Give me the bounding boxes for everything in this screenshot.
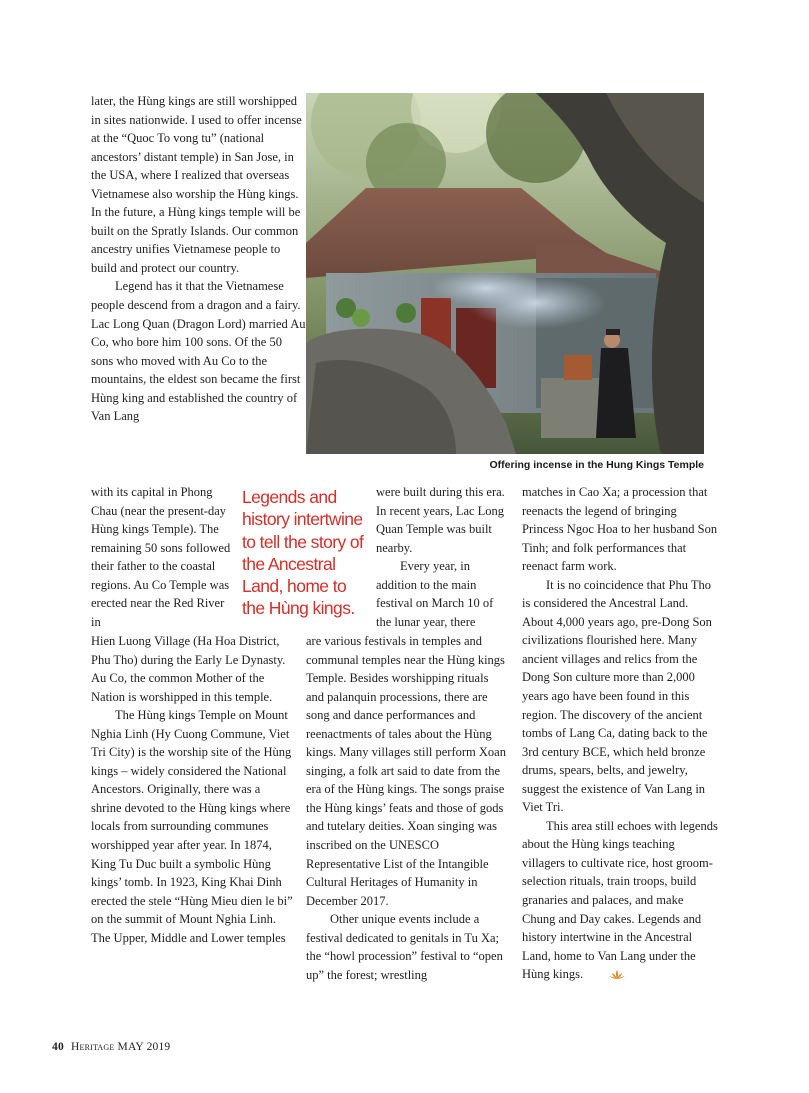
paragraph: Hien Luong Village (Ha Hoa District, Phu Tho) during the Early Le Dynasty. Au Co, the common Mother of the Nation is worshipped in this temple.	[91, 634, 286, 704]
article-column-2	[306, 632, 508, 984]
photo-caption: Offering incense in the Hung Kings Temple	[489, 459, 704, 471]
closing-sentence: This area still echoes with legends about the Hùng kings teaching villagers to cultivate rice, host groom-selection rituals, train troops, build granaries and palaces, and make Chung and Day cakes. Legends and history intertwine in the Ancestral Land, home to Van Lang under the Hùng kings.	[522, 818, 718, 982]
paragraph: with its capital in Phong Chau (near the present-day Hùng kings Temple). The remaining 50 sons followed their father to the coastal regions. Au Co Temple was erected near the Red River in	[91, 485, 231, 629]
paragraph	[522, 817, 718, 986]
publication-name: Heritage	[70, 1041, 115, 1053]
paragraph: are various festivals in temples and communal temples near the Hùng kings Temple. Besides worshipping rituals and palanquin processions, there are song and dance performances and reenactments of tales about the Hùng kings. Many villages still perform Xoan singing, a folk art said to date from the era of the Hùng kings. The songs praise the Hùng kings’ feats and those of gods and tutelary deities. Xoan singing was inscribed on the UNESCO Representative List of the Intangible Cultural Heritages of Humanity in December 2017.	[306, 634, 506, 908]
article-column-1-bottom	[91, 632, 293, 947]
paragraph: later, the Hùng kings are still worshipped in sites nationwide. I used to offer incense at the “Quoc To vong tu” (national ancestors’ distant temple) in San Jose, in the USA, where I realized that overseas Vietnamese also worship the Hùng kings. In the future, a Hùng kings temple will be built on the Spratly Islands. Our common ancestry unifies Vietnamese people to build and protect our country.	[91, 94, 302, 275]
lotus-icon	[585, 967, 625, 986]
paragraph: matches in Cao Xa; a procession that reenacts the legend of bringing Princess Ngoc Hoa to her husband Son Tinh; and folk performances that reenact farm work.	[522, 485, 718, 574]
pull-quote: Legends and history intertwine to tell the story of the Ancestral Land, home to the Hùng kings.	[242, 487, 364, 619]
article-column-1-narrow	[91, 483, 231, 631]
article-column-1-top	[91, 92, 306, 426]
paragraph: Every year, in addition to the main festival on March 10 of the lunar year, there	[376, 559, 494, 629]
article-column-3	[522, 483, 718, 986]
article-column-2-narrow	[376, 483, 506, 631]
paragraph: Legend has it that the Vietnamese people descend from a dragon and a fairy. Lac Long Quan (Dragon Lord) married Au Co, who bore him 100 sons. Of the 50 sons who moved with Au Co to the mountains, the eldest son became the first Hùng king and established the country of Van Lang	[91, 279, 306, 424]
paragraph: Other unique events include a festival dedicated to genitals in Tu Xa; the “howl procession” festival to “open up” the forest; wrestling	[306, 912, 503, 982]
paragraph: were built during this era. In recent years, Lac Long Quan Temple was built nearby.	[376, 485, 505, 555]
page-footer	[52, 1041, 170, 1053]
issue-date: MAY 2019	[117, 1041, 171, 1053]
temple-photo	[306, 93, 704, 454]
page-number: 40	[52, 1041, 64, 1053]
paragraph: The Hùng kings Temple on Mount Nghia Linh (Hy Cuong Commune, Viet Tri City) is the worship site of the Hùng kings – widely considered the National Ancestors. Originally, there was a shrine devoted to the Hùng kings where locals from surrounding communes worshipped year after year. In 1874, King Tu Duc built a symbolic Hùng kings’ tomb. In 1923, King Khai Dinh erected the stele “Hùng Mieu dien le bi” on the summit of Mount Nghia Linh. The Upper, Middle and Lower temples	[91, 708, 293, 945]
paragraph: It is no coincidence that Phu Tho is considered the Ancestral Land. About 4,000 years ago, pre-Dong Son civilizations flourished here. Many ancient villages and relics from the Dong Son culture more than 2,000 years ago have been found in this region. The discovery of the ancient tombs of Lang Ca, dating back to the 3rd century BCE, which held bronze drums, spears, belts, and jewelry, suggest the existence of Van Lang in Viet Tri.	[522, 577, 712, 815]
